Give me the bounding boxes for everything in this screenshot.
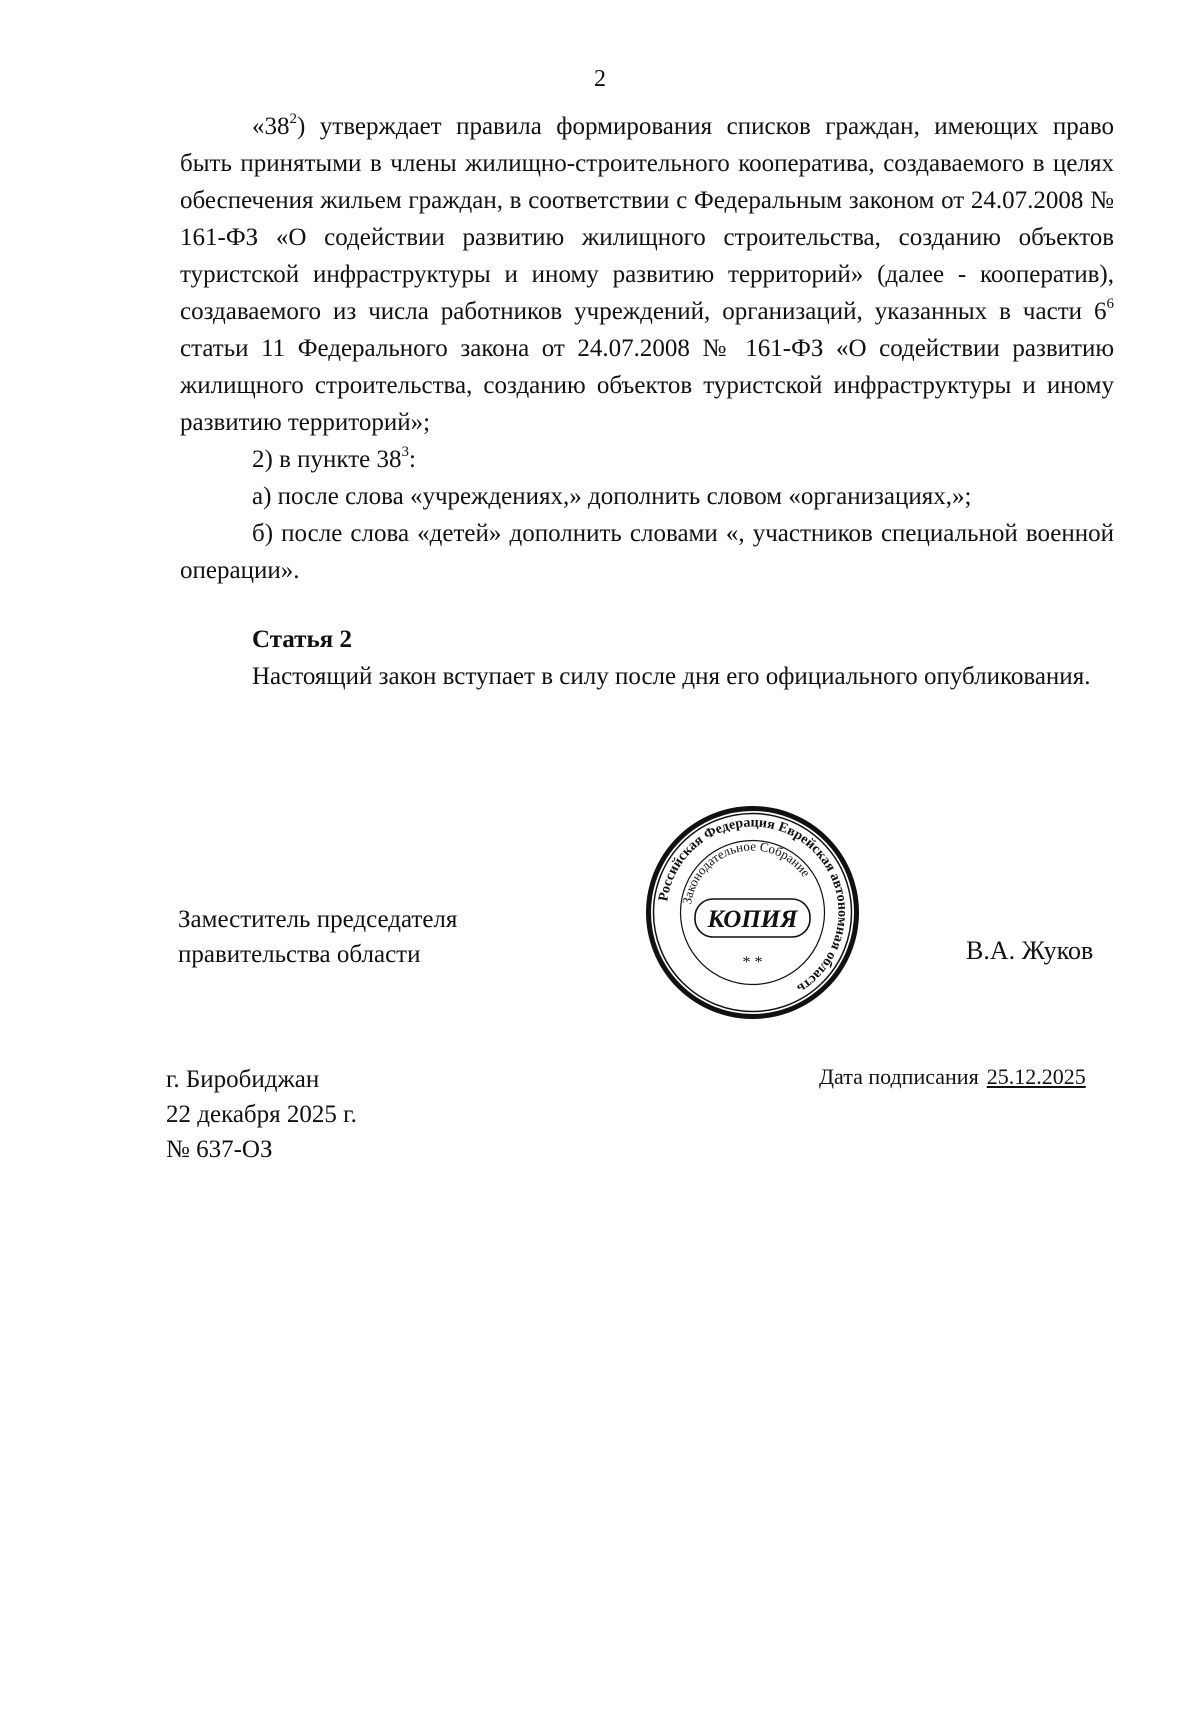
footer-location-block (166, 1062, 357, 1167)
page-number: 2 (594, 66, 606, 92)
signer-title (178, 902, 457, 972)
seal-inner-text: Законодательное Собрание (679, 838, 814, 906)
paragraph-item-b: б) после слова «детей» дополнить словами «, участников специальной военной операции». (180, 520, 1114, 584)
p2-end: : (408, 446, 416, 473)
official-seal-icon (645, 805, 860, 1020)
law-body (180, 108, 1114, 695)
seal-center-text: КОПИЯ (707, 906, 798, 933)
footer-law-number: № 637-ОЗ (166, 1136, 273, 1163)
footer-city: г. Биробиджан (166, 1066, 320, 1093)
p1-text-part2: статьи 11 Федерального закона от 24.07.2008 № 161-ФЗ «О содействии развитию жилищного строительства, созданию объектов туристской инфраструктуры и иному развитию территорий»; (180, 335, 1114, 436)
signer-title-line2: правительства области (178, 941, 421, 968)
p2-text: 2) в пункте 38 (252, 446, 402, 473)
paragraph-38-2 (180, 108, 1114, 441)
seal-outer-text: Российская Федерация Еврейская автономная область (656, 815, 850, 996)
p1-open: «38 (252, 113, 290, 140)
paragraph-article-2: Настоящий закон вступает в силу после дня его официального опубликования. (252, 663, 1091, 690)
signer-title-line1: Заместитель председателя (178, 906, 458, 933)
p1-superscript-2: 2 (289, 110, 297, 127)
signing-date-value: 25.12.2025 (986, 1064, 1086, 1089)
paragraph-item-a: а) после слова «учреждениях,» дополнить словом «организациях,»; (252, 483, 972, 510)
p2-superscript: 3 (401, 443, 409, 460)
paragraph-item-2 (180, 441, 1114, 478)
p1-superscript-6: 6 (1106, 295, 1114, 312)
p1-text-part1: ) утверждает правила формирования списков граждан, имеющих право быть принятыми в члены жилищно-строительного кооператива, создаваемого в целях обеспечения жильем граждан, в соответствии с Федеральным законом от 24.07.2008 № 161-ФЗ «О содействии развитию жилищного строительства, созданию объектов туристской инфраструктуры и иному развитию территорий» (далее - кооператив), создаваемого из числа работников учреждений, организаций, указанных в части 6 (180, 113, 1114, 325)
footer-date: 22 декабря 2025 г. (166, 1101, 357, 1128)
signing-date-block (819, 1064, 1086, 1090)
article-2-title: Статья 2 (252, 626, 352, 653)
signing-date-label: Дата подписания (819, 1064, 979, 1089)
seal-stars: * * (742, 954, 763, 971)
signer-name: В.А. Жуков (966, 936, 1094, 965)
